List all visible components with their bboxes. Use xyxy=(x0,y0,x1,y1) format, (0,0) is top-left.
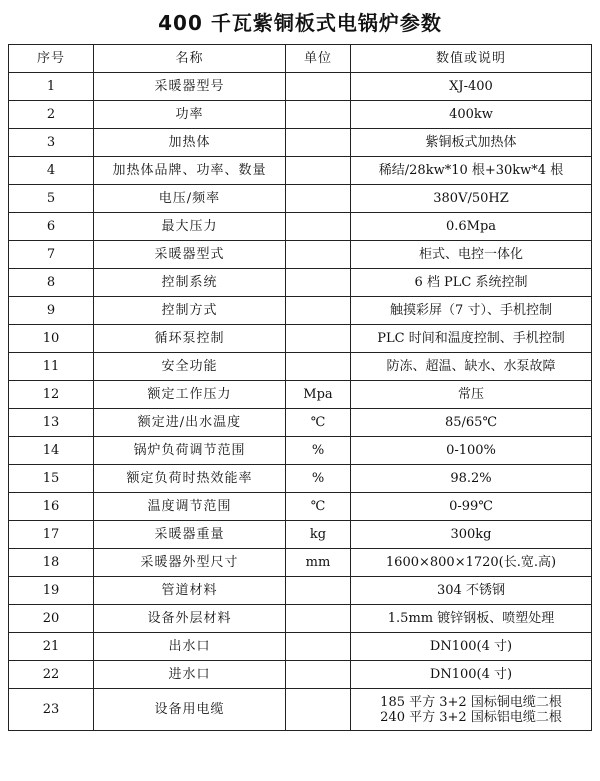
row-name: 额定进/出水温度 xyxy=(94,409,286,437)
row-index: 22 xyxy=(9,661,94,689)
row-name: 管道材料 xyxy=(94,577,286,605)
row-unit xyxy=(286,297,351,325)
row-name: 加热体 xyxy=(94,129,286,157)
row-unit: ℃ xyxy=(286,409,351,437)
row-unit xyxy=(286,605,351,633)
row-value: 0-99℃ xyxy=(351,493,592,521)
row-index: 12 xyxy=(9,381,94,409)
row-value-line-1: 185 平方 3+2 国标铜电缆二根 xyxy=(380,694,562,710)
row-unit: Mpa xyxy=(286,381,351,409)
row-index: 19 xyxy=(9,577,94,605)
row-name: 采暖器型号 xyxy=(94,73,286,101)
table-row xyxy=(9,241,592,269)
table-row xyxy=(9,689,592,731)
table-row xyxy=(9,549,592,577)
row-name: 控制方式 xyxy=(94,297,286,325)
row-index: 15 xyxy=(9,465,94,493)
row-value: 柜式、电控一体化 xyxy=(351,241,592,269)
row-unit xyxy=(286,73,351,101)
table-header-row xyxy=(9,45,592,73)
row-index: 11 xyxy=(9,353,94,381)
row-index: 4 xyxy=(9,157,94,185)
row-value: 0-100% xyxy=(351,437,592,465)
table-row xyxy=(9,577,592,605)
table-row xyxy=(9,633,592,661)
row-index: 20 xyxy=(9,605,94,633)
table-row xyxy=(9,129,592,157)
row-name: 采暖器重量 xyxy=(94,521,286,549)
row-unit xyxy=(286,101,351,129)
row-name: 最大压力 xyxy=(94,213,286,241)
row-value: 85/65℃ xyxy=(351,409,592,437)
row-index: 7 xyxy=(9,241,94,269)
row-value: 防冻、超温、缺水、水泵故障 xyxy=(351,353,592,381)
table-row xyxy=(9,325,592,353)
row-name: 加热体品牌、功率、数量 xyxy=(94,157,286,185)
row-name: 循环泵控制 xyxy=(94,325,286,353)
row-index: 14 xyxy=(9,437,94,465)
row-name: 额定负荷时热效能率 xyxy=(94,465,286,493)
row-name: 采暖器外型尺寸 xyxy=(94,549,286,577)
row-value: 98.2% xyxy=(351,465,592,493)
row-value-line-2: 240 平方 3+2 国标铝电缆二根 xyxy=(380,709,562,725)
row-index: 2 xyxy=(9,101,94,129)
row-value: XJ-400 xyxy=(351,73,592,101)
row-name: 温度调节范围 xyxy=(94,493,286,521)
row-unit xyxy=(286,325,351,353)
header-name: 名称 xyxy=(94,45,286,73)
row-name: 锅炉负荷调节范围 xyxy=(94,437,286,465)
row-index: 1 xyxy=(9,73,94,101)
row-value: 380V/50HZ xyxy=(351,185,592,213)
document-title: 400 千瓦紫铜板式电锅炉参数 xyxy=(158,11,442,35)
row-value: 1.5mm 镀锌钢板、喷塑处理 xyxy=(351,605,592,633)
row-value: 1600×800×1720(长.宽.高) xyxy=(351,549,592,577)
row-index: 13 xyxy=(9,409,94,437)
row-unit: ℃ xyxy=(286,493,351,521)
table-row xyxy=(9,73,592,101)
row-unit xyxy=(286,241,351,269)
row-unit xyxy=(286,213,351,241)
table-row xyxy=(9,521,592,549)
table-row xyxy=(9,353,592,381)
table-row xyxy=(9,185,592,213)
row-value: 400kw xyxy=(351,101,592,129)
row-name: 电压/频率 xyxy=(94,185,286,213)
table-row xyxy=(9,101,592,129)
table-row xyxy=(9,297,592,325)
table-row xyxy=(9,465,592,493)
row-name: 设备外层材料 xyxy=(94,605,286,633)
row-index: 17 xyxy=(9,521,94,549)
table-row xyxy=(9,437,592,465)
row-unit xyxy=(286,129,351,157)
row-name: 控制系统 xyxy=(94,269,286,297)
row-index: 3 xyxy=(9,129,94,157)
row-value: 6 档 PLC 系统控制 xyxy=(351,269,592,297)
row-unit: kg xyxy=(286,521,351,549)
row-name: 出水口 xyxy=(94,633,286,661)
row-value: 0.6Mpa xyxy=(351,213,592,241)
row-unit xyxy=(286,661,351,689)
row-unit: % xyxy=(286,437,351,465)
header-index: 序号 xyxy=(9,45,94,73)
row-index: 6 xyxy=(9,213,94,241)
row-unit xyxy=(286,633,351,661)
row-value-multiline xyxy=(351,689,592,731)
row-unit xyxy=(286,577,351,605)
row-value: 304 不锈钢 xyxy=(351,577,592,605)
table-row xyxy=(9,409,592,437)
row-index: 23 xyxy=(9,689,94,731)
table-row xyxy=(9,213,592,241)
row-value: PLC 时间和温度控制、手机控制 xyxy=(351,325,592,353)
row-name: 采暖器型式 xyxy=(94,241,286,269)
row-value: DN100(4 寸) xyxy=(351,661,592,689)
row-name: 进水口 xyxy=(94,661,286,689)
row-index: 21 xyxy=(9,633,94,661)
header-unit: 单位 xyxy=(286,45,351,73)
row-name: 设备用电缆 xyxy=(94,689,286,731)
table-row xyxy=(9,269,592,297)
row-name: 安全功能 xyxy=(94,353,286,381)
row-value: 紫铜板式加热体 xyxy=(351,129,592,157)
row-unit: % xyxy=(286,465,351,493)
row-value: 常压 xyxy=(351,381,592,409)
table-row xyxy=(9,157,592,185)
row-index: 5 xyxy=(9,185,94,213)
row-value: DN100(4 寸) xyxy=(351,633,592,661)
row-index: 9 xyxy=(9,297,94,325)
row-value: 稀结/28kw*10 根+30kw*4 根 xyxy=(351,157,592,185)
row-name: 额定工作压力 xyxy=(94,381,286,409)
header-value: 数值或说明 xyxy=(351,45,592,73)
row-unit xyxy=(286,269,351,297)
table-row xyxy=(9,605,592,633)
table-row xyxy=(9,493,592,521)
row-index: 16 xyxy=(9,493,94,521)
row-unit xyxy=(286,689,351,731)
row-index: 10 xyxy=(9,325,94,353)
row-name: 功率 xyxy=(94,101,286,129)
row-unit xyxy=(286,185,351,213)
row-value: 触摸彩屏（7 寸）、手机控制 xyxy=(351,297,592,325)
row-value: 300kg xyxy=(351,521,592,549)
parameter-table xyxy=(8,44,592,731)
table-row xyxy=(9,661,592,689)
row-unit xyxy=(286,353,351,381)
table-row xyxy=(9,381,592,409)
row-index: 8 xyxy=(9,269,94,297)
row-index: 18 xyxy=(9,549,94,577)
row-unit: mm xyxy=(286,549,351,577)
row-unit xyxy=(286,157,351,185)
